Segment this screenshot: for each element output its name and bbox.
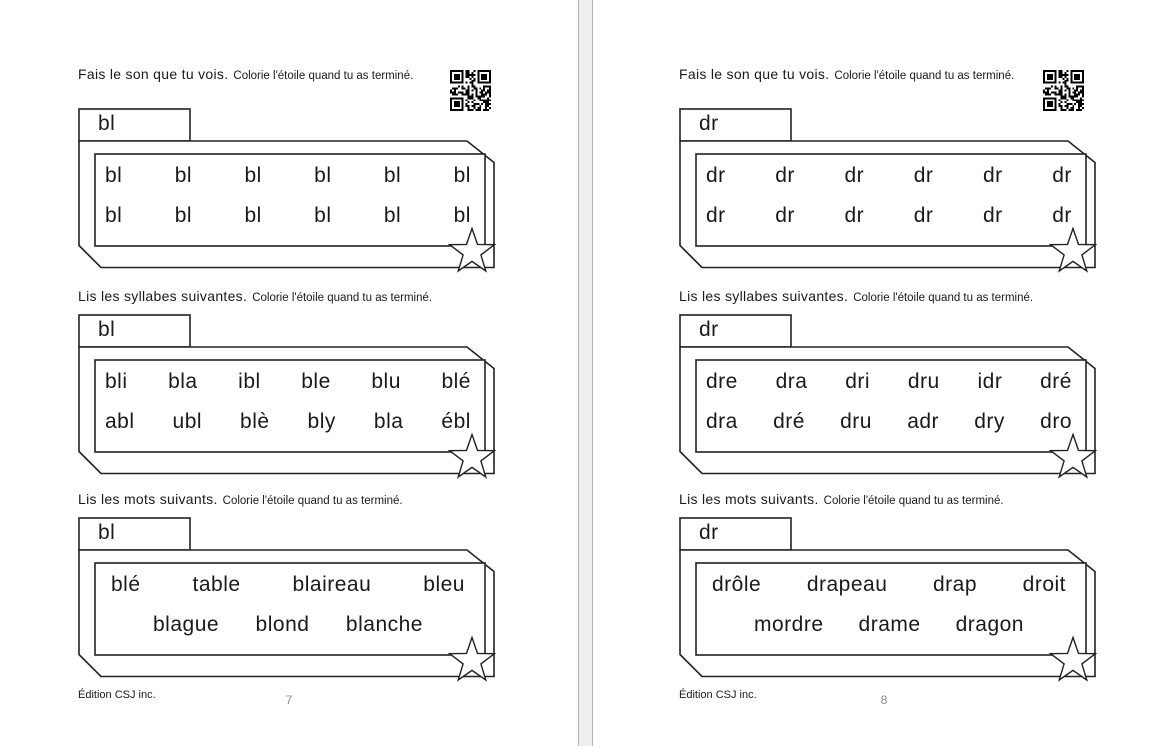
word-cell: ubl <box>172 410 203 433</box>
instruction-text: Fais le son que tu vois. <box>78 66 229 82</box>
word-cell: idr <box>977 370 1003 393</box>
syllables-folder <box>78 314 498 482</box>
word-cell: dr <box>983 164 1003 187</box>
word-cell: ébl <box>441 410 471 433</box>
word-cell: blè <box>240 410 270 433</box>
page-number: 8 <box>880 693 888 707</box>
word-cell: blond <box>255 613 310 636</box>
word-cell: blé <box>111 573 141 596</box>
word-cell: bl <box>244 164 262 187</box>
word-cell: blu <box>371 370 401 393</box>
word-cell: dro <box>1040 410 1072 433</box>
sound-folder <box>78 108 498 276</box>
practice-grid <box>105 565 471 645</box>
folder-tab-label: bl <box>98 318 116 341</box>
practice-row <box>706 196 1072 236</box>
folder-tab <box>680 109 791 141</box>
folder-tab-label: dr <box>699 112 719 135</box>
word-cell: dr <box>913 164 934 187</box>
word-cell: bleu <box>423 573 465 596</box>
word-cell: dru <box>907 370 940 393</box>
word-cell: dri <box>845 370 871 393</box>
word-cell: dré <box>1040 370 1072 393</box>
sound-folder <box>679 108 1099 276</box>
practice-grid <box>706 565 1072 645</box>
section-heading <box>78 491 403 509</box>
word-cell: bla <box>373 410 404 433</box>
word-cell: dry <box>974 410 1005 433</box>
practice-row <box>105 402 471 442</box>
word-cell: dr <box>706 204 726 227</box>
folder-tab-label: bl <box>98 521 116 544</box>
practice-row <box>706 565 1072 605</box>
section-heading <box>679 288 1033 306</box>
instruction-text: Fais le son que tu vois. <box>679 66 830 82</box>
instruction-subtext: Colorie l'étoile quand tu as terminé. <box>834 70 1015 82</box>
instruction-subtext: Colorie l'étoile quand tu as terminé. <box>853 292 1034 304</box>
word-cell: bl <box>105 164 123 187</box>
page-number: 7 <box>285 693 293 707</box>
instruction-subtext: Colorie l'étoile quand tu as terminé. <box>233 70 414 82</box>
folder-tab <box>79 518 190 550</box>
word-cell: dré <box>773 410 805 433</box>
word-cell: droit <box>1022 573 1066 596</box>
section-heading <box>679 491 1004 509</box>
instruction-text: Lis les mots suivants. <box>78 491 218 507</box>
word-cell: dru <box>840 410 872 433</box>
word-cell: drôle <box>712 573 762 596</box>
word-cell: bl <box>383 164 402 187</box>
instruction-text: Lis les mots suivants. <box>679 491 819 507</box>
instruction-text: Lis les syllabes suivantes. <box>679 288 849 304</box>
section-heading <box>78 66 413 84</box>
word-cell: drame <box>858 613 921 636</box>
worksheet-page-8 <box>593 0 1175 750</box>
word-cell: drap <box>933 573 978 596</box>
word-cell: ble <box>301 370 331 393</box>
practice-grid <box>105 156 471 236</box>
folder-tab <box>680 315 791 347</box>
word-cell: dr <box>983 204 1003 227</box>
practice-row <box>105 196 471 236</box>
word-cell: bli <box>105 370 128 393</box>
instruction-subtext: Colorie l'étoile quand tu as terminé. <box>823 495 1004 507</box>
section-heading <box>78 288 432 306</box>
practice-row <box>105 605 471 645</box>
word-cell: bl <box>383 204 402 227</box>
word-cell: ibl <box>238 370 261 393</box>
practice-row <box>706 402 1072 442</box>
words-folder <box>679 517 1099 685</box>
word-cell: bl <box>105 204 123 227</box>
qr-code <box>1043 70 1084 111</box>
word-cell: blanche <box>345 613 423 636</box>
word-cell: bla <box>168 370 198 393</box>
folder-tab <box>680 518 791 550</box>
word-cell: dra <box>706 410 738 433</box>
practice-row <box>706 605 1072 645</box>
word-cell: dra <box>775 370 808 393</box>
words-folder <box>78 517 498 685</box>
word-cell: bl <box>453 164 471 187</box>
word-cell: bl <box>174 204 193 227</box>
word-cell: dr <box>1052 204 1072 227</box>
section-heading <box>679 66 1014 84</box>
practice-row <box>105 565 471 605</box>
word-cell: dr <box>775 164 795 187</box>
word-cell: dr <box>1052 164 1072 187</box>
practice-grid <box>105 362 471 442</box>
word-cell: bl <box>453 204 471 227</box>
word-cell: bl <box>244 204 262 227</box>
folder-tab <box>79 109 190 141</box>
word-cell: dr <box>775 204 795 227</box>
instruction-text: Lis les syllabes suivantes. <box>78 288 248 304</box>
practice-row <box>706 156 1072 196</box>
word-cell: bl <box>314 164 332 187</box>
word-cell: dre <box>706 370 738 393</box>
word-cell: abl <box>105 410 135 433</box>
folder-tab <box>79 315 190 347</box>
word-cell: bl <box>314 204 332 227</box>
page-gutter <box>578 0 593 746</box>
folder-tab-label: dr <box>699 318 719 341</box>
practice-row <box>105 362 471 402</box>
folder-tab-label: bl <box>98 112 116 135</box>
worksheet-page-7 <box>0 0 578 750</box>
word-cell: dr <box>913 204 934 227</box>
publisher-footer: Édition CSJ inc. <box>679 689 757 701</box>
practice-grid <box>706 362 1072 442</box>
word-cell: dr <box>706 164 726 187</box>
word-cell: dr <box>844 164 865 187</box>
word-cell: blague <box>153 613 220 636</box>
word-cell: bly <box>307 410 336 433</box>
instruction-subtext: Colorie l'étoile quand tu as terminé. <box>222 495 403 507</box>
word-cell: dr <box>844 204 865 227</box>
word-cell: adr <box>907 410 940 433</box>
practice-grid <box>706 156 1072 236</box>
word-cell: table <box>192 573 241 596</box>
qr-code <box>450 70 491 111</box>
word-cell: dragon <box>955 613 1024 636</box>
folder-tab-label: dr <box>699 521 719 544</box>
word-cell: drapeau <box>806 573 888 596</box>
word-cell: blé <box>441 370 471 393</box>
practice-row <box>105 156 471 196</box>
syllables-folder <box>679 314 1099 482</box>
word-cell: blaireau <box>292 573 372 596</box>
word-cell: mordre <box>754 613 824 636</box>
word-cell: bl <box>174 164 193 187</box>
publisher-footer: Édition CSJ inc. <box>78 689 156 701</box>
instruction-subtext: Colorie l'étoile quand tu as terminé. <box>252 292 433 304</box>
practice-row <box>706 362 1072 402</box>
